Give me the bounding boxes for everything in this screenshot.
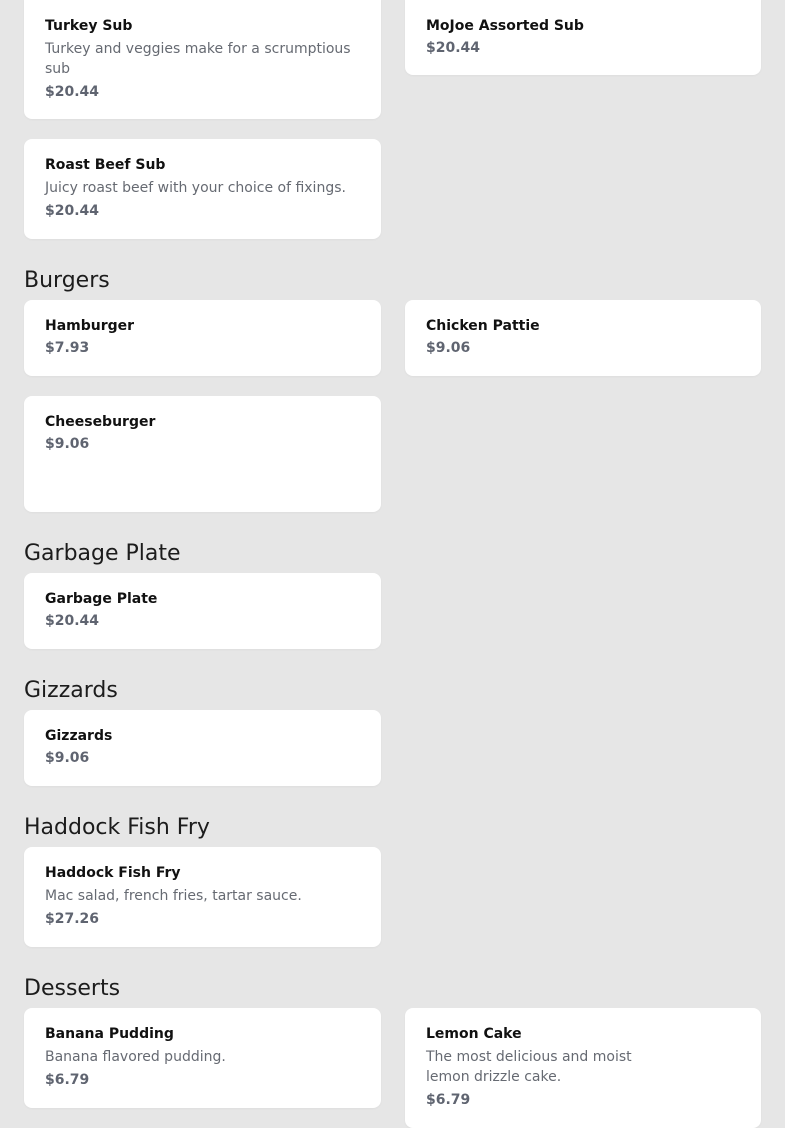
item-description: Turkey and veggies make for a scrumptious sub [45, 41, 351, 77]
item-price: $20.44 [426, 40, 481, 56]
item-price: $9.06 [426, 340, 471, 356]
item-description: Mac salad, french fries, tartar sauce. [45, 888, 302, 904]
item-description: The most delicious and moist lemon drizzle cake. [426, 1049, 632, 1085]
section-title-gizzards: Gizzards [24, 678, 118, 703]
item-price: $9.06 [45, 750, 90, 766]
menu-item-card[interactable] [405, 0, 761, 75]
section-title-haddock: Haddock Fish Fry [24, 815, 210, 840]
section-title-garbage-plate: Garbage Plate [24, 541, 181, 566]
menu-item-card[interactable] [405, 300, 761, 376]
menu-item-card[interactable] [24, 573, 381, 649]
item-price: $7.93 [45, 340, 90, 356]
item-price: $6.79 [426, 1092, 471, 1108]
menu-item-card[interactable] [24, 0, 381, 119]
item-name: Gizzards [45, 728, 113, 744]
section-title-burgers: Burgers [24, 268, 110, 293]
section-title-desserts: Desserts [24, 976, 121, 1001]
menu-item-card[interactable] [24, 139, 381, 239]
item-name: Turkey Sub [45, 18, 133, 34]
item-name: Cheeseburger [45, 414, 156, 430]
item-description: Banana flavored pudding. [45, 1049, 226, 1065]
item-price: $20.44 [45, 613, 100, 629]
item-name: MoJoe Assorted Sub [426, 18, 584, 34]
item-name: Haddock Fish Fry [45, 865, 181, 881]
menu-item-card[interactable] [24, 847, 381, 947]
menu-item-card[interactable] [24, 396, 381, 512]
menu-item-card[interactable] [24, 1008, 381, 1108]
item-name: Chicken Pattie [426, 318, 540, 334]
item-price: $9.06 [45, 436, 90, 452]
item-name: Lemon Cake [426, 1026, 522, 1042]
item-name: Roast Beef Sub [45, 157, 166, 173]
item-price: $6.79 [45, 1072, 90, 1088]
item-description: Juicy roast beef with your choice of fixings. [45, 180, 346, 196]
item-name: Garbage Plate [45, 591, 158, 607]
menu-item-card[interactable] [24, 300, 381, 376]
item-price: $20.44 [45, 84, 100, 100]
menu-item-card[interactable] [405, 1008, 761, 1128]
item-name: Banana Pudding [45, 1026, 174, 1042]
item-price: $27.26 [45, 911, 100, 927]
menu-item-card[interactable] [24, 710, 381, 786]
item-name: Hamburger [45, 318, 135, 334]
item-price: $20.44 [45, 203, 100, 219]
